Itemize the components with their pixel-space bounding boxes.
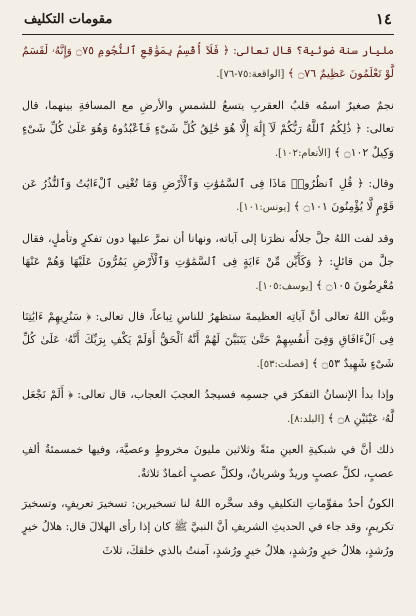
page-header xyxy=(22,10,394,34)
paragraph-text: وقال: ﴿ قُلِ ٱنظُرُوا۟ مَاذَا فِى ٱلسَّمَٰوَٰتِ وَٱلْأَرْضِ وَمَا تُغْنِى ٱلْءَايَٰتُ وَٱلنُّذُرُ عَن قَوْمٍ لَّا يُؤْمِنُونَ ۝١٠١ ﴾ xyxy=(22,177,394,214)
paragraph-text: وإذا بدأ الإنسانُ التفكرَ في جسمِه فسيجدُ العجبَ العجاب، قال تعالى: ﴿ أَلَمْ نَجْعَل لَّهُۥ عَيْنَيْنِ ۝٨ ﴾ xyxy=(22,388,394,425)
paragraph xyxy=(22,438,394,485)
verse-reference: [فصلت:٥٣]. xyxy=(256,358,309,370)
paragraph-text: مليار سنة ضوئية؟ قال تعالى: ﴿ فَلَآ أُقْسِمُ بِمَوَٰقِعِ ٱلنُّجُومِ ۝٧٥ وَإِنَّهُۥ لَقَسَمٌ لَّوْ تَعْلَمُونَ عَظِيمٌ ۝٧٦ ﴾ xyxy=(22,44,394,81)
paragraph-text: الكونُ أحدُ مقوِّماتِ التكليفِ وقد سخَّره اللهُ لنا تسخيرين: تسخيرَ تعريفٍ، وتسخيرَ تكريمٍ، وقد جاء في الحديثِ الشريفِ أنَّ النبيَّ ﷺ كان إذا رأى الهلالَ قال: هلالُ خيرٍ ورُشدٍ، هلالُ خيرٍ ورُشدٍ، هلالُ خيرٍ ورُشدٍ، آمنتُ بالذي خلقكَ، ثلاثَ xyxy=(22,496,394,557)
paragraph-text: وبيَّن اللهُ تعالى أنَّ آياتِه العظيمةَ ستظهرُ للناسِ تِباعاً، قال تعالى: ﴿ سَنُرِيهِمْ ءَايَٰتِنَا فِى ٱلْءَافَاقِ وَفِىٓ أَنفُسِهِمْ حَتَّىٰ يَتَبَيَّنَ لَهُمْ أَنَّهُ ٱلْحَقُّ أَوَلَمْ يَكْفِ بِرَبِّكَ أَنَّهُۥ عَلَىٰ كُلِّ شَىْءٍ شَهِيدٌ ۝٥٣ ﴾ xyxy=(22,310,394,370)
verse-reference: [يونس:١٠١]. xyxy=(236,202,291,214)
page-number: ١٤ xyxy=(375,10,392,28)
verse-reference: [البلد:٨]. xyxy=(287,413,325,425)
paragraph xyxy=(22,492,394,562)
paragraph xyxy=(22,227,394,298)
verse-reference: [الواقعة:٧٥-٧٦]. xyxy=(216,69,285,81)
verse-reference: [الأنعام:١٠٢]. xyxy=(274,147,331,159)
page-body xyxy=(22,39,394,562)
paragraph xyxy=(22,94,394,165)
verse-reference: [يوسف:١٠٥]. xyxy=(255,280,313,292)
paragraph xyxy=(22,39,394,87)
paragraph xyxy=(22,383,394,431)
paragraph-text: ذلك أنَّ في شبكيةِ العينِ مئةً وثلاثين مليونَ مخروطٍ وعصيَّة، وفيها خمسمئةُ ألفِ عصبٍ، لكلِّ عصبٍ وريدٌ وشريانٌ، ولكلِّ عصبٍ أغمادٌ ثلاثةٌ. xyxy=(22,443,394,480)
paragraph-text: نجمٌ صغيرٌ اسمُه قلبُ العقربِ يتسعُ للشمسِ والأرضِ مع المسافةِ بينهما، قال تعالى: ﴿ ذَٰلِكُمُ ٱللَّهُ رَبُّكُمْ لَآ إِلَٰهَ إِلَّا هُوَ خَٰلِقُ كُلِّ شَىْءٍ فَٱعْبُدُوهُ وَهُوَ عَلَىٰ كُلِّ شَىْءٍ وَكِيلٌ ۝١٠٢ ﴾ xyxy=(22,98,394,159)
paragraph xyxy=(22,305,394,376)
running-title: مقومات التكليف xyxy=(24,11,113,27)
paragraph-text: وقد لفت اللهُ جلَّ جلالُه نظرَنا إلى آياته، ونهانا أن نمرَّ عليها دون تفكرٍ وتأملٍ، فقال جلَّ من قائلٍ: ﴿ وَكَأَيِّن مِّنْ ءَايَةٍ فِى ٱلسَّمَٰوَٰتِ وَٱلْأَرْضِ يَمُرُّونَ عَلَيْهَا وَهُمْ عَنْهَا مُعْرِضُونَ ۝١٠٥ ﴾ xyxy=(22,231,394,292)
header-rule xyxy=(22,34,394,35)
paragraph xyxy=(22,172,394,220)
